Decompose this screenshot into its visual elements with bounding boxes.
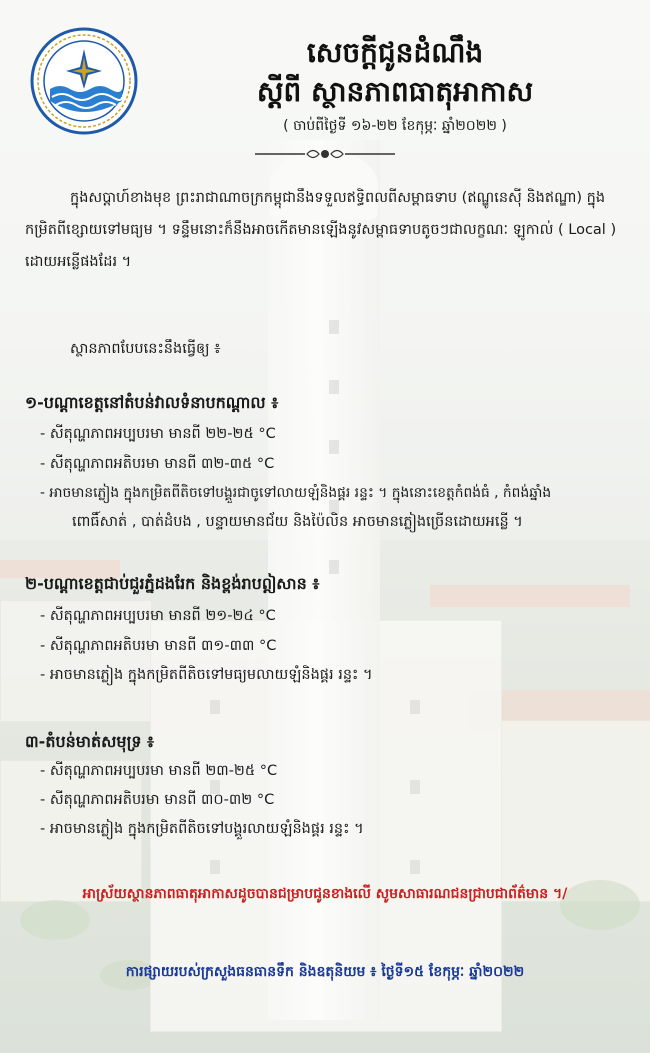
section-1-heading: ១-បណ្ដាខេត្តនៅតំបន់វាលទំនាបកណ្ដាល ៖ (25, 393, 279, 412)
section-1-item-rain-cont: ពោធិ៍សាត់ , បាត់ដំបង , បន្ទាយមានជ័យ និងប៉ៃលិន អាចមានភ្លៀងច្រើនដោយអន្លើ ។ (72, 514, 523, 530)
section-2-item-rain: - អាចមានភ្លៀង ក្នុងកម្រិតពីតិចទៅមធ្យមលាយឡំនិងផ្គរ រន្ទះ ។ (40, 667, 373, 683)
date-range: ( ចាប់ពីថ្ងៃទី ១៦-២២ ខែកុម្ភៈ ឆ្នាំ២០២២ ) (283, 118, 507, 134)
page-subtitle-topic: ស្ដីពី ស្ថានភាពធាតុអាកាស (256, 75, 534, 108)
section-1-item-min-temp: - សីតុណ្ហភាពអប្បបរមា មានពី ២២-២៥ °C (40, 426, 276, 442)
section-2-item-min-temp: - សីតុណ្ហភាពអប្បបរមា មានពី ២១-២៤ °C (40, 608, 276, 624)
section-1-item-rain: - អាចមានភ្លៀង ក្នុងកម្រិតពីតិចទៅបង្គួរជាចូទៅលាយឡំនិងផ្គរ រន្ទះ ។ ក្នុងនោះខេត្តកំពង់ធំ , កំពង់ឆ្នាំង (40, 485, 552, 501)
intro-paragraph: ក្នុងសប្ដាហ៍ខាងមុខ ព្រះរាជាណាចក្រកម្ពុជានឹងទទួលឥទ្ធិពលពីសម្ពាធទាប (ឥណ្ឌូនេស៊ី និងឥណ្ឌា) ក្នុងកម្រិតពីខ្សោយទៅមធ្យម ។ ទន្ទឹមនោះក៏នឹងអាចកើតមានឡើងនូវសម្ពាធទាបតូចៗជាលក្ខណៈ ឡូកាល់ ( Local ) ដោយអន្លើផងដែរ ។ (25, 190, 617, 270)
section-3-item-max-temp: - សីតុណ្ហភាពអតិបរមា មានពី ៣០-៣២ °C (40, 792, 275, 808)
section-2-item-max-temp: - សីតុណ្ហភាពអតិបរមា មានពី ៣១-៣៣ °C (40, 638, 277, 654)
section-2-heading: ២-បណ្ដាខេត្តជាប់ជួរភ្នំដងរែក និងខ្ពង់រាបឦសាន ៖ (25, 574, 320, 593)
ministry-logo-icon (30, 27, 138, 135)
publisher-footer: ការផ្សាយរបស់ក្រសួងធនធានទឹក និងឧតុនិយម ៖ ថ្ងៃទី១៥ ខែកុម្ភៈ ឆ្នាំ២០២២ (125, 964, 525, 980)
section-1-item-max-temp: - សីតុណ្ហភាពអតិបរមា មានពី ៣២-៣៥ °C (40, 456, 275, 472)
page-title: សេចក្ដីជូនដំណឹង (306, 36, 484, 69)
ornament-divider-icon (255, 147, 395, 161)
section-3-item-min-temp: - សីតុណ្ហភាពអប្បបរមា មានពី ២៣-២៥ °C (40, 763, 278, 779)
intro-lead: ស្ថានភាពបែបនេះនឹងធ្វើឲ្យ ៖ (70, 341, 221, 357)
section-3-heading: ៣-តំបន់មាត់សមុទ្រ ៖ (25, 732, 155, 751)
public-notice: អាស្រ័យស្ថានភាពធាតុអាកាសដូចបានជម្រាបជូនខាងលើ សូមសាធារណជនជ្រាបជាព័ត៌មាន ។/ (82, 886, 568, 902)
section-3-item-rain: - អាចមានភ្លៀង ក្នុងកម្រិតពីតិចទៅបង្គួរលាយឡំនិងផ្គរ រន្ទះ ។ (40, 821, 364, 837)
